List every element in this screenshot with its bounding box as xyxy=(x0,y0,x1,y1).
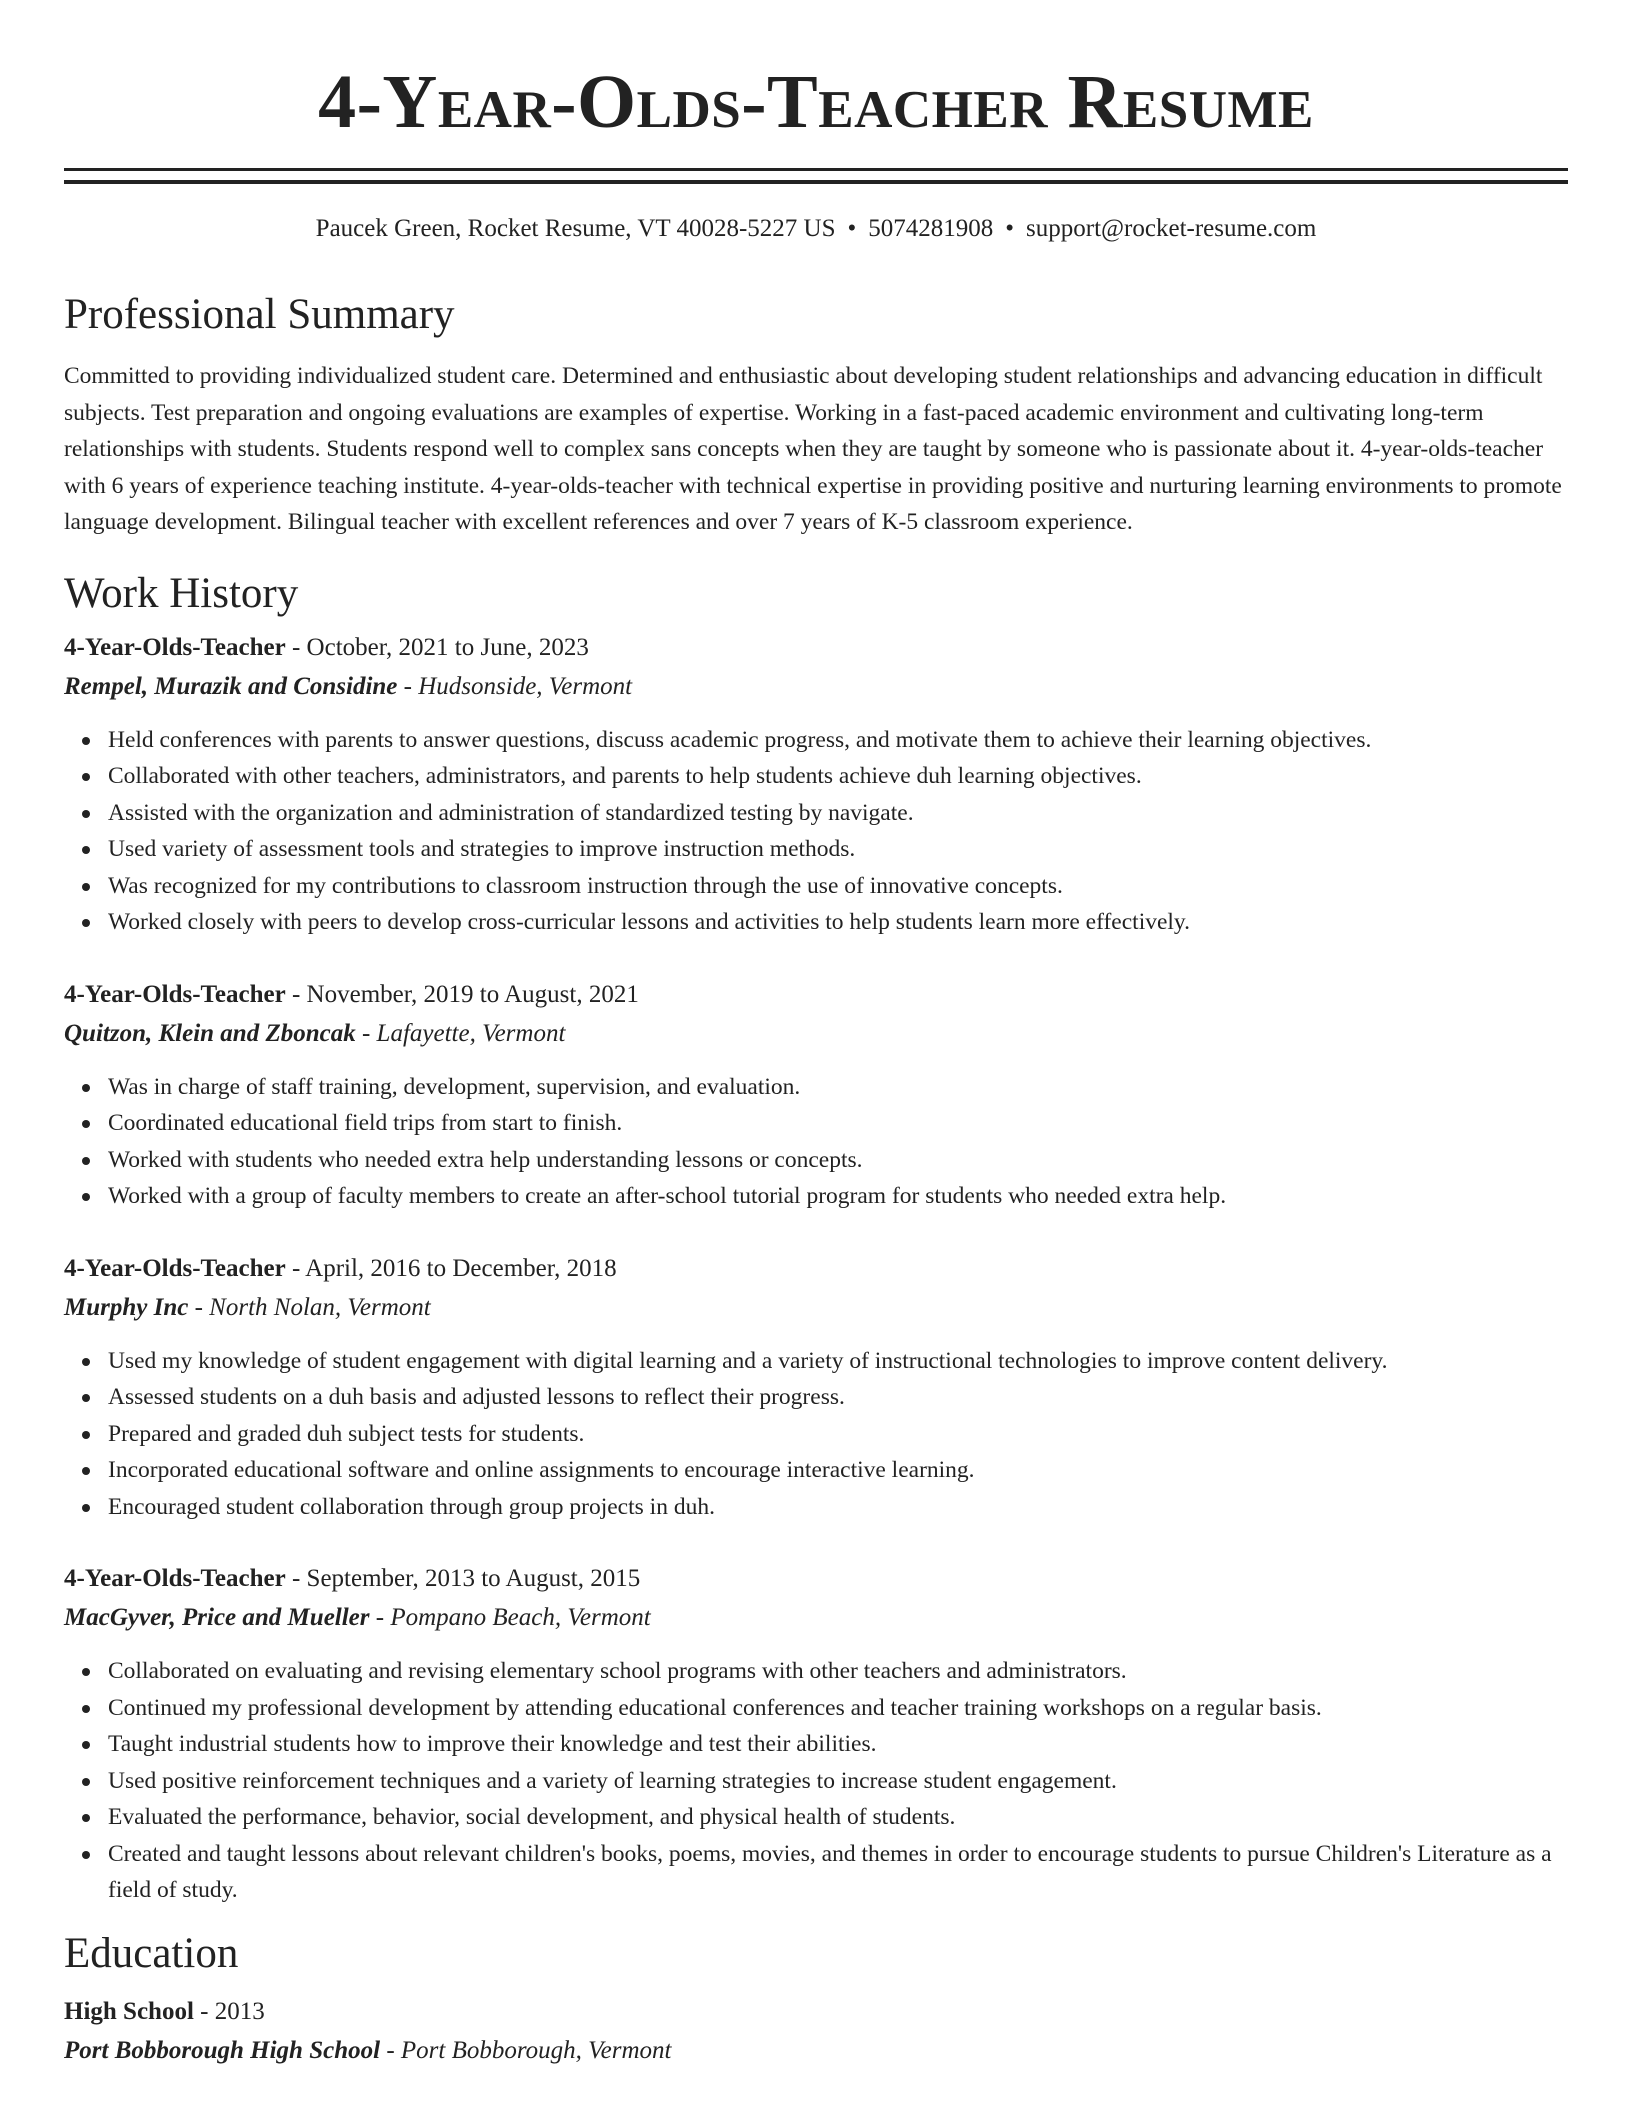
job-title-line xyxy=(64,1564,1568,1594)
job-bullet-list xyxy=(64,1653,1568,1909)
job-bullet-list xyxy=(64,1343,1568,1526)
work-history-heading: Work History xyxy=(64,569,299,617)
job-bullet: Encouraged student collaboration through group projects in duh. xyxy=(108,1489,1568,1526)
title-double-rule xyxy=(64,168,1568,184)
job-company-line xyxy=(64,672,1568,702)
job-spacer xyxy=(64,1215,1568,1254)
job-company-line xyxy=(64,1293,1568,1323)
job-bullet: Was in charge of staff training, development, supervision, and evaluation. xyxy=(108,1069,1568,1106)
contact-line xyxy=(64,214,1568,244)
job-bullet: Worked with a group of faculty members to create an after-school tutorial program for students who needed extra help. xyxy=(108,1178,1568,1215)
job-bullet-list xyxy=(64,1069,1568,1215)
job-bullet: Created and taught lessons about relevant children's books, poems, movies, and themes in order to encourage students to pursue Children's Literature as a field of study. xyxy=(108,1836,1568,1909)
job-spacer xyxy=(64,941,1568,980)
contact-separator: • xyxy=(1005,215,1015,242)
job-bullet: Assisted with the organization and administration of standardized testing by navigate. xyxy=(108,795,1568,832)
job-entry xyxy=(64,980,1568,1215)
job-bullet: Worked closely with peers to develop cross-curricular lessons and activities to help students learn more effectively. xyxy=(108,904,1568,941)
job-entry xyxy=(64,1254,1568,1526)
job-location: - Hudsonside, Vermont xyxy=(397,672,633,700)
job-company: Rempel, Murazik and Considine xyxy=(64,672,398,700)
job-bullet: Incorporated educational software and online assignments to encourage interactive learning. xyxy=(108,1452,1568,1489)
job-bullet: Used variety of assessment tools and strategies to improve instruction methods. xyxy=(108,831,1568,868)
job-role: 4-Year-Olds-Teacher xyxy=(64,980,286,1008)
job-bullet: Assessed students on a duh basis and adjusted lessons to reflect their progress. xyxy=(108,1379,1568,1416)
job-spacer xyxy=(64,1525,1568,1564)
summary-text: Committed to providing individualized student care. Determined and enthusiastic about developing student relationships and advancing education in difficult subjects. Test preparation and ongoing evaluations are examples of expertise. Working in a fast-paced academic environment and cultivating long-term relationships with students. Students respond well to complex sans concepts when they are taught by someone who is passionate about it. 4-year-olds-teacher with 6 years of experience teaching institute. 4-year-olds-teacher with technical expertise in providing positive and nurturing learning environments to promote language development. Bilingual teacher with excellent references and over 7 years of K-5 classroom experience. xyxy=(64,363,1562,535)
education-heading: Education xyxy=(64,1929,239,1977)
job-entry xyxy=(64,1564,1568,1909)
job-role: 4-Year-Olds-Teacher xyxy=(64,1565,286,1592)
job-bullet: Coordinated educational field trips from start to finish. xyxy=(108,1105,1568,1142)
job-title-line xyxy=(64,1254,1568,1284)
contact-phone: 5074281908 xyxy=(868,215,994,242)
contact-separator: • xyxy=(847,215,857,242)
job-bullet: Held conferences with parents to answer questions, discuss academic progress, and motivate them to achieve their learning objectives. xyxy=(108,722,1568,759)
job-dates: - April, 2016 to December, 2018 xyxy=(285,1254,617,1282)
job-company: Murphy Inc xyxy=(64,1293,189,1321)
education-degree: High School xyxy=(64,1997,194,2025)
job-bullet: Evaluated the performance, behavior, social development, and physical health of students. xyxy=(108,1799,1568,1836)
education-location: - Port Bobborough, Vermont xyxy=(380,2036,672,2064)
job-title-line xyxy=(64,633,1568,663)
job-bullet: Worked with students who needed extra help understanding lessons or concepts. xyxy=(108,1142,1568,1179)
job-bullet: Taught industrial students how to improve their knowledge and test their abilities. xyxy=(108,1726,1568,1763)
contact-address: Paucek Green, Rocket Resume, VT 40028-5227 US xyxy=(315,215,836,242)
job-bullet: Used my knowledge of student engagement with digital learning and a variety of instructional technologies to improve content delivery. xyxy=(108,1343,1568,1380)
education-year: - 2013 xyxy=(193,1997,265,2025)
job-company: Quitzon, Klein and Zboncak xyxy=(64,1019,356,1047)
resume-title: 4-Year-Olds-Teacher Resume xyxy=(318,60,1314,144)
contact-email: support@rocket-resume.com xyxy=(1026,215,1317,242)
job-dates: - October, 2021 to June, 2023 xyxy=(285,633,589,661)
job-location: - Lafayette, Vermont xyxy=(355,1019,566,1047)
job-entry xyxy=(64,633,1568,941)
job-role: 4-Year-Olds-Teacher xyxy=(64,633,286,661)
job-bullet: Was recognized for my contributions to classroom instruction through the use of innovative concepts. xyxy=(108,868,1568,905)
job-company-line xyxy=(64,1603,1568,1633)
job-title-line xyxy=(64,980,1568,1010)
job-bullet-list xyxy=(64,722,1568,941)
job-bullet: Prepared and graded duh subject tests for students. xyxy=(108,1416,1568,1453)
job-company-line xyxy=(64,1019,1568,1049)
job-dates: - September, 2013 to August, 2015 xyxy=(285,1565,641,1592)
job-dates: - November, 2019 to August, 2021 xyxy=(285,980,639,1008)
job-bullet: Used positive reinforcement techniques and a variety of learning strategies to increase student engagement. xyxy=(108,1763,1568,1800)
job-location: - Pompano Beach, Vermont xyxy=(369,1604,651,1631)
education-school-line xyxy=(64,2036,1568,2066)
job-bullet: Collaborated with other teachers, administrators, and parents to help students achieve duh learning objectives. xyxy=(108,758,1568,795)
education-entry xyxy=(64,1997,1568,2066)
education-degree-line xyxy=(64,1997,1568,2027)
work-history-list xyxy=(64,633,1568,1909)
education-school: Port Bobborough High School xyxy=(64,2036,381,2064)
job-role: 4-Year-Olds-Teacher xyxy=(64,1254,286,1282)
job-bullet: Collaborated on evaluating and revising elementary school programs with other teachers and administrators. xyxy=(108,1653,1568,1690)
summary-heading: Professional Summary xyxy=(64,291,455,338)
job-bullet: Continued my professional development by attending educational conferences and teacher training workshops on a regular basis. xyxy=(108,1690,1568,1727)
job-company: MacGyver, Price and Mueller xyxy=(64,1604,370,1631)
job-location: - North Nolan, Vermont xyxy=(188,1293,431,1321)
